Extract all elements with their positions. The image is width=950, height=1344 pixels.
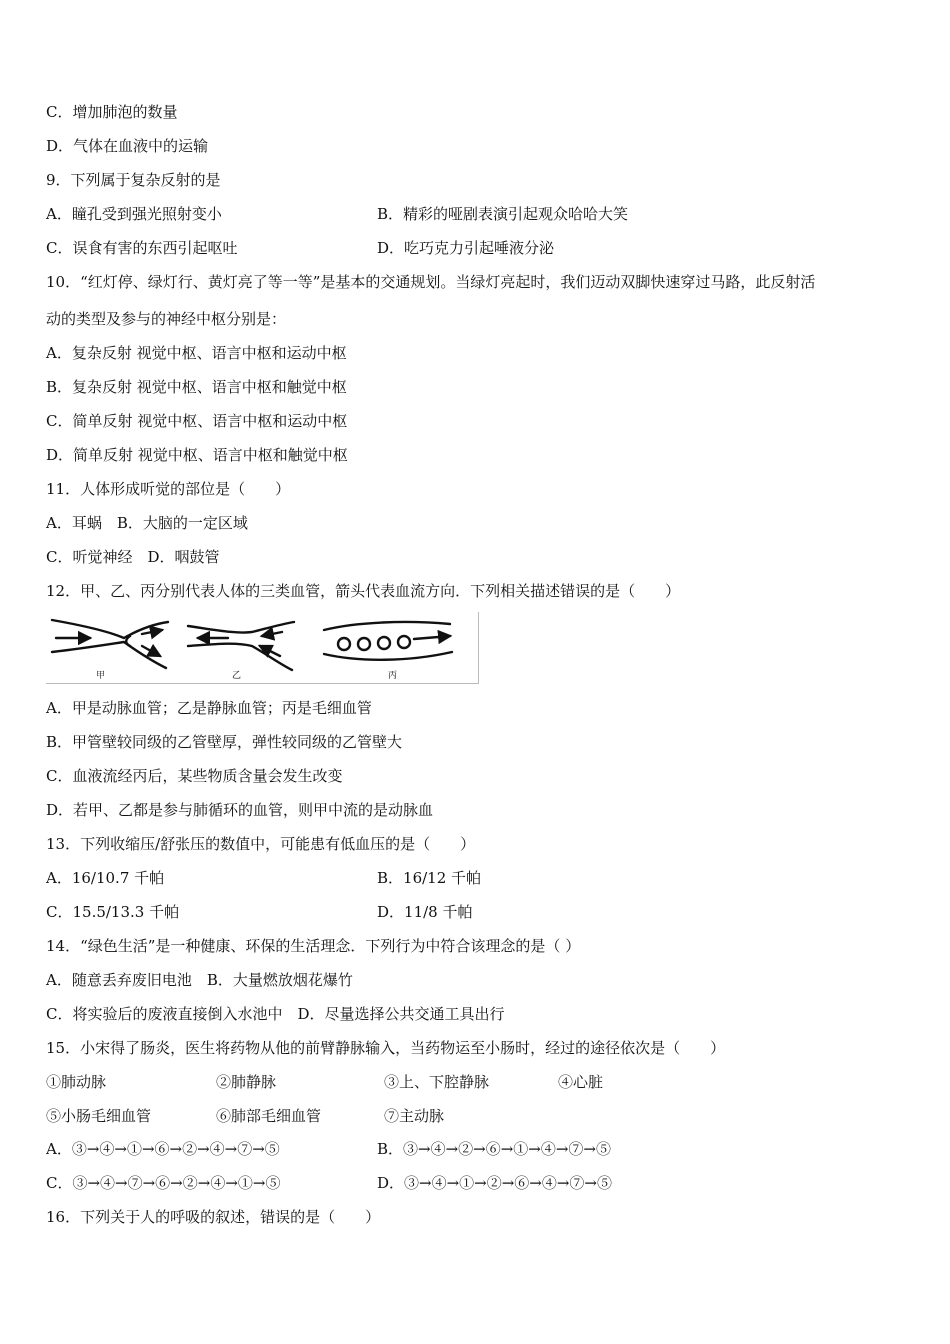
q13-option-c: C．15.5/13.3 千帕 — [46, 903, 180, 921]
blood-vessel-figure — [46, 612, 479, 684]
q15-item-6: ⑥肺部毛细血管 — [216, 1107, 322, 1125]
q15-option-d: D．③→④→①→②→⑥→④→⑦→⑤ — [377, 1174, 613, 1192]
q12-option-a: A．甲是动脉血管；乙是静脉血管；丙是毛细血管 — [46, 699, 372, 717]
label-bing: 丙 — [388, 671, 398, 681]
q15-item-5: ⑤小肠毛细血管 — [46, 1107, 152, 1125]
q14-options-ab: A．随意丢弃废旧电池 B．大量燃放烟花爆竹 — [46, 971, 353, 989]
q12-option-b: B．甲管壁较同级的乙管壁厚，弹性较同级的乙管壁大 — [46, 733, 403, 751]
vessel-bing — [324, 622, 452, 660]
q12-option-c: C．血液流经丙后，某些物质含量会发生改变 — [46, 767, 343, 785]
q9-option-c: C．误食有害的东西引起呕吐 — [46, 239, 238, 257]
label-yi: 乙 — [232, 671, 242, 681]
vessel-jia — [52, 620, 168, 668]
q15-option-a: A．③→④→①→⑥→②→④→⑦→⑤ — [46, 1140, 280, 1158]
label-jia: 甲 — [96, 671, 106, 681]
q10-option-a: A．复杂反射 视觉中枢、语言中枢和运动中枢 — [46, 344, 347, 362]
vessel-yi — [188, 622, 294, 670]
q13-option-b: B．16/12 千帕 — [377, 869, 482, 887]
q15-item-1: ①肺动脉 — [46, 1073, 107, 1091]
q15-stem: 15．小宋得了肠炎，医生将药物从他的前臂静脉输入，当药物运至小肠时，经过的途径依次是（ ） — [46, 1039, 726, 1057]
q11-options-ab: A．耳蜗 B．大脑的一定区域 — [46, 514, 248, 532]
q13-option-d: D．11/8 千帕 — [377, 903, 473, 921]
q9-stem: 9．下列属于复杂反射的是 — [46, 171, 221, 189]
q8-option-c: C．增加肺泡的数量 — [46, 103, 178, 121]
q8-option-d: D．气体在血液中的运输 — [46, 137, 209, 155]
q10-option-c: C．简单反射 视觉中枢、语言中枢和运动中枢 — [46, 412, 348, 430]
q16-stem: 16．下列关于人的呼吸的叙述，错误的是（ ） — [46, 1208, 381, 1226]
q10-option-b: B．复杂反射 视觉中枢、语言中枢和触觉中枢 — [46, 378, 347, 396]
q9-option-d: D．吃巧克力引起唾液分泌 — [377, 239, 555, 257]
blood-vessel-diagram — [46, 612, 478, 683]
q13-stem: 13．下列收缩压/舒张压的数值中，可能患有低血压的是（ ） — [46, 835, 476, 853]
q10-option-d: D．简单反射 视觉中枢、语言中枢和触觉中枢 — [46, 446, 348, 464]
q11-options-cd: C．听觉神经 D．咽鼓管 — [46, 548, 220, 566]
q9-option-b: B．精彩的哑剧表演引起观众哈哈大笑 — [377, 205, 629, 223]
q12-stem: 12．甲、乙、丙分别代表人体的三类血管，箭头代表血流方向．下列相关描述错误的是（ ） — [46, 582, 681, 600]
q13-option-a: A．16/10.7 千帕 — [46, 869, 165, 887]
q10-stem-line1: 10．“红灯停、绿灯行、黄灯亮了等一等”是基本的交通规划。当绿灯亮起时，我们迈动双脚快速穿过马路，此反射活 — [46, 273, 816, 291]
q14-stem: 14．“绿色生活”是一种健康、环保的生活理念．下列行为中符合该理念的是（ ） — [46, 937, 581, 955]
q14-options-cd: C．将实验后的废液直接倒入水池中 D．尽量选择公共交通工具出行 — [46, 1005, 505, 1023]
q12-option-d: D．若甲、乙都是参与肺循环的血管，则甲中流的是动脉血 — [46, 801, 434, 819]
q9-option-a: A．瞳孔受到强光照射变小 — [46, 205, 222, 223]
q15-option-c: C．③→④→⑦→⑥→②→④→①→⑤ — [46, 1174, 281, 1192]
q15-item-2: ②肺静脉 — [216, 1073, 277, 1091]
q10-stem-line2: 动的类型及参与的神经中枢分别是： — [46, 310, 287, 328]
q15-item-3: ③上、下腔静脉 — [384, 1073, 490, 1091]
q15-item-4: ④心脏 — [558, 1073, 604, 1091]
q15-item-7: ⑦主动脉 — [384, 1107, 445, 1125]
q15-option-b: B．③→④→②→⑥→①→④→⑦→⑤ — [377, 1140, 612, 1158]
q11-stem: 11．人体形成听觉的部位是（ ） — [46, 480, 291, 498]
